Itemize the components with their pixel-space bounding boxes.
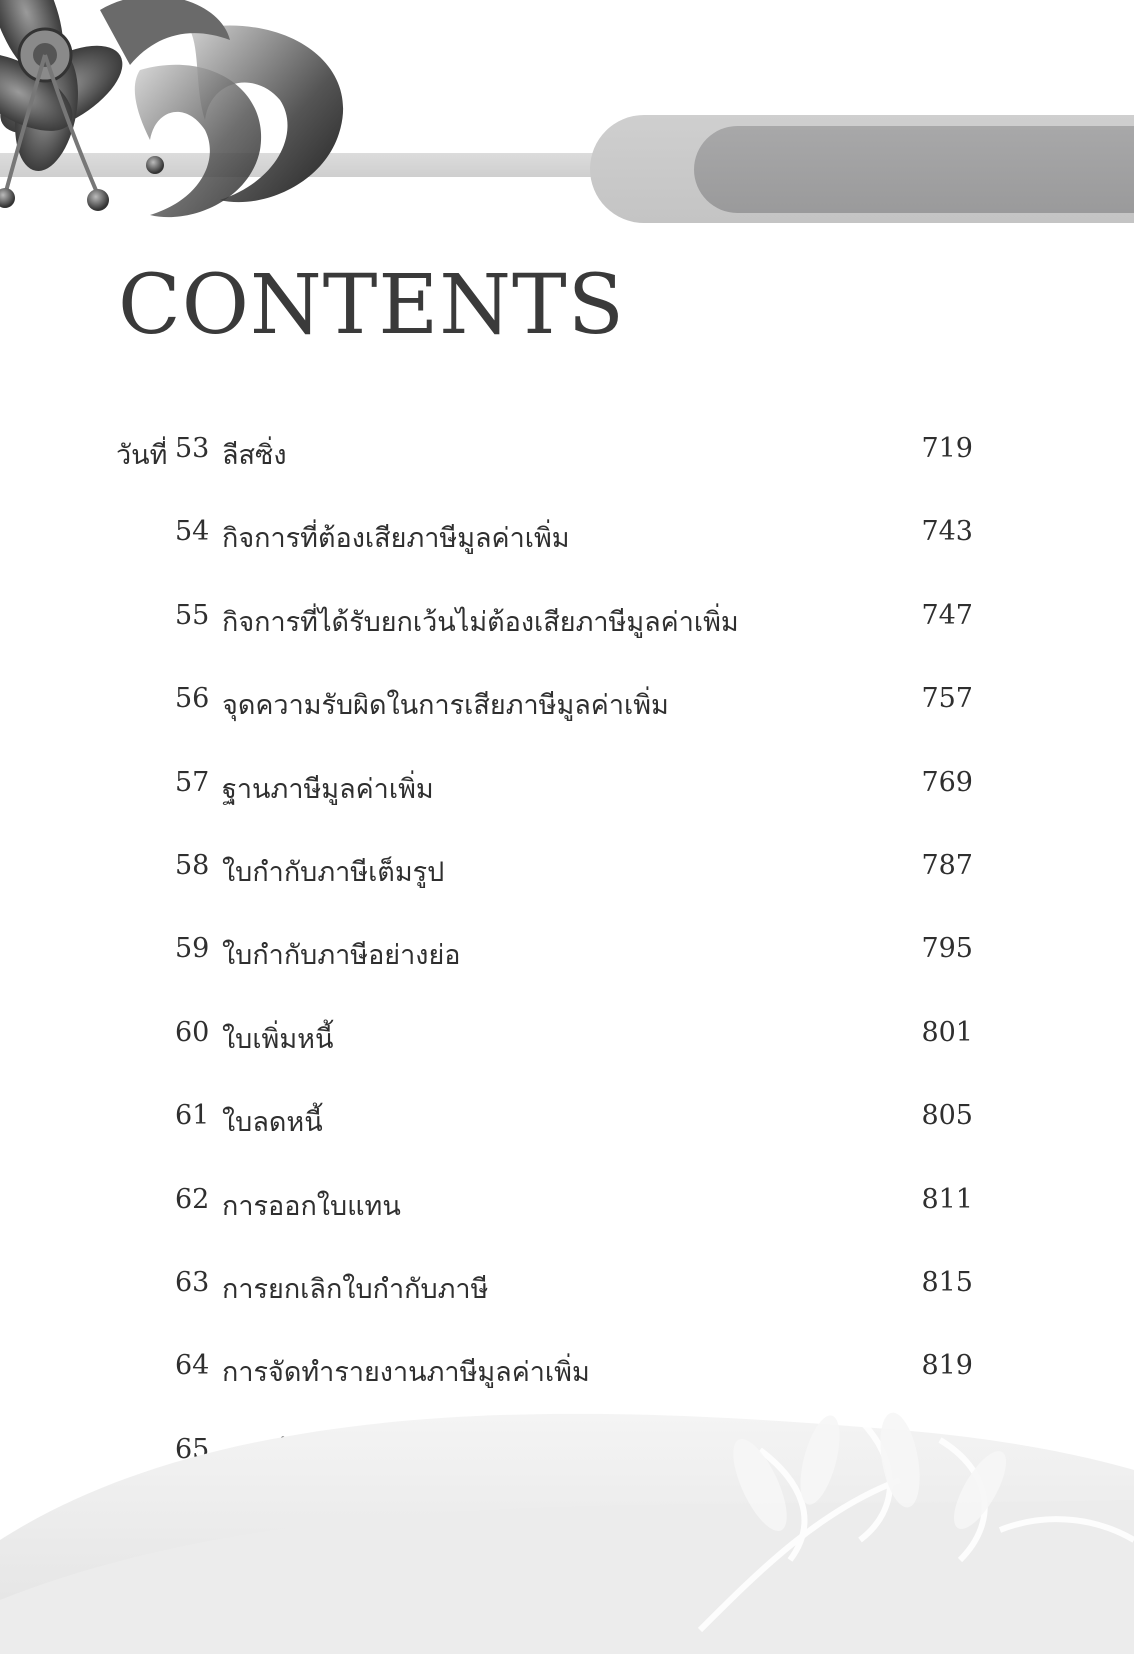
- toc-entry-title: กิจการที่ต้องเสียภาษีมูลค่าเพิ่ม: [222, 523, 570, 555]
- toc-entry-page: 819: [921, 1350, 973, 1382]
- toc-entry-title: ใบกำกับภาษีอย่างย่อ: [222, 940, 461, 972]
- toc-entry-number: 62: [175, 1183, 210, 1215]
- toc-entry[interactable]: [0, 675, 1134, 758]
- toc-list: [0, 425, 1134, 1509]
- flower-ornament-icon: [0, 0, 400, 240]
- toc-entry-title: ใบลดหนี้: [222, 1107, 323, 1139]
- toc-entry-number: 53: [175, 433, 210, 464]
- toc-entry[interactable]: [0, 508, 1134, 591]
- toc-entry-title: การจัดทำรายงานภาษีมูลค่าเพิ่ม: [222, 1357, 590, 1389]
- toc-entry-title: ลีสซิ่ง: [222, 440, 287, 471]
- toc-entry[interactable]: [0, 1009, 1134, 1092]
- toc-entry-page: 795: [921, 933, 973, 965]
- toc-prefix-label: วันที่: [116, 440, 168, 471]
- toc-entry-page: 805: [921, 1100, 973, 1132]
- page-title: CONTENTS: [118, 258, 625, 353]
- toc-entry-page: 815: [921, 1266, 973, 1298]
- toc-entry[interactable]: [0, 1176, 1134, 1259]
- toc-entry[interactable]: [0, 1092, 1134, 1175]
- toc-entry-number: 64: [175, 1350, 210, 1382]
- toc-entry-number: 57: [175, 766, 210, 798]
- toc-entry-page: 801: [921, 1016, 973, 1048]
- toc-entry[interactable]: [0, 592, 1134, 675]
- toc-entry-number: 61: [175, 1100, 210, 1132]
- toc-entry-title: ใบเพิ่มหนี้: [222, 1023, 334, 1055]
- toc-entry-page: 743: [921, 516, 973, 548]
- toc-entry-number: 65: [175, 1433, 210, 1465]
- toc-entry[interactable]: [0, 1259, 1134, 1342]
- toc-entry-title: จุดความรับผิดในการเสียภาษีมูลค่าเพิ่ม: [222, 690, 669, 722]
- toc-entry[interactable]: [0, 925, 1134, 1008]
- toc-entry-number: 58: [175, 849, 210, 881]
- toc-entry-page: 757: [921, 683, 973, 715]
- toc-entry-page: 719: [921, 433, 973, 464]
- toc-entry-page: 747: [921, 599, 973, 631]
- toc-entry-number: 59: [175, 933, 210, 965]
- toc-entry-page: 769: [921, 766, 973, 798]
- toc-entry-number: 55: [175, 599, 210, 631]
- toc-entry-title: การออกใบแทน: [222, 1190, 401, 1222]
- header-banner-inner: [694, 126, 1134, 213]
- toc-entry[interactable]: [0, 842, 1134, 925]
- toc-entry-title: ฐานภาษีมูลค่าเพิ่ม: [222, 773, 434, 805]
- toc-entry-number: 54: [175, 516, 210, 548]
- toc-entry[interactable]: [0, 425, 1134, 508]
- footer-ornament: [0, 1390, 1134, 1654]
- toc-entry-title: ใบกำกับภาษีเต็มรูป: [222, 856, 445, 888]
- toc-entry-page: 787: [921, 849, 973, 881]
- toc-entry-title: กิจการที่ได้รับยกเว้นไม่ต้องเสียภาษีมูลค่าเพิ่ม: [222, 606, 739, 638]
- toc-entry-page: 811: [921, 1183, 973, 1215]
- toc-entry-title: การยกเลิกใบกำกับภาษี: [222, 1273, 489, 1305]
- toc-entry-number: 60: [175, 1016, 210, 1048]
- toc-entry-number: 56: [175, 683, 210, 715]
- toc-entry-number: 63: [175, 1266, 210, 1298]
- toc-entry[interactable]: [0, 759, 1134, 842]
